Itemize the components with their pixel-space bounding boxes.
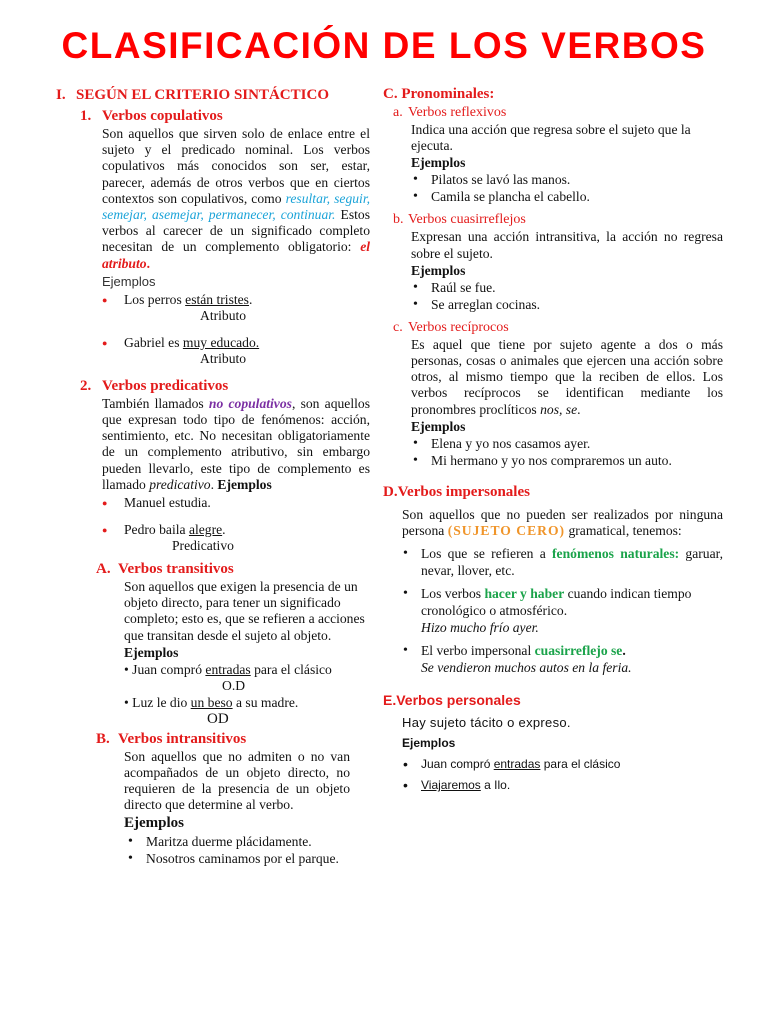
list-item: • Pilatos se lavó las manos.	[431, 171, 723, 188]
heading-impersonales: D.Verbos impersonales	[383, 483, 530, 500]
list-item: • Mi hermano y yo nos compraremos un auto.	[431, 452, 723, 469]
reflexivos-text: Indica una acción que regresa sobre el sujeto que la ejecuta.	[411, 122, 691, 154]
list-item: • Los verbos hacer y haber cuando indican tiempo cronológico o atmosférico. Hizo mucho frío ayer.	[421, 585, 723, 636]
transitivos-ejemplos-label: Ejemplos	[124, 644, 179, 660]
reciprocos-text: Es aquel que tiene por sujeto agente a dos o más personas, cosas o animales que ejercen una acción sobre otros, al mismo tiempo que la reciben de ellos. Los verbos recíprocos se identifican mediante los pronombres proclíticos nos, se.	[411, 336, 723, 417]
reciprocos-ejemplos-label: Ejemplos	[411, 418, 466, 434]
heading-pronominales: C. Pronominales:	[383, 86, 495, 102]
heading-reflexivos: a. Verbos reflexivos	[393, 105, 507, 120]
cuasirreflejos-text: Expresan una acción intransitiva, la acción no regresa sobre el sujeto.	[411, 229, 723, 261]
list-item: • Se arreglan cocinas.	[431, 296, 723, 313]
page-title: CLASIFICACIÓN DE LOS VERBOS	[61, 25, 707, 66]
heading-cuasirreflejos: b. Verbos cuasirreflejos	[393, 212, 526, 228]
transitivos-example-2: • Luz le dio un beso a su madre.	[124, 694, 299, 710]
heading-intransitivos: B. Verbos intransitivos	[96, 730, 247, 747]
transitivos-text: Son aquellos que exigen la presencia de un objeto directo, para tener un significado completo; esto es, que se refieren a acciones que transitan desde el sujeto al objeto.	[124, 579, 365, 643]
personales-text: Hay sujeto tácito o expreso.	[402, 715, 571, 731]
list-item: • Raúl se fue.	[431, 279, 723, 296]
list-item: • Camila se plancha el cabello.	[431, 188, 723, 205]
list-item: ● Los perros están tristes.	[124, 291, 370, 308]
heading-predicativos: 2. Verbos predicativos	[80, 377, 229, 394]
reflexivos-ejemplos-label: Ejemplos	[411, 155, 466, 171]
list-item: • Juan compró entradas para el clásico	[421, 754, 723, 775]
list-item: • Viajaremos a Ilo.	[421, 775, 723, 796]
left-column	[50, 80, 370, 867]
transitivos-example-1: • Juan compró entradas para el clásico	[124, 661, 332, 677]
od-label: OD	[207, 710, 229, 727]
section-heading-sintactico: I. SEGÚN EL CRITERIO SINTÁCTICO	[56, 87, 329, 103]
predicativos-text: También llamados no copulativos, son aquellos que expresan todo tipo de fenómenos: acción, sentimiento, etc. No necesitan obligatoriamente de un complemento atributivo, sin embargo pueden llevarlo, este tipo de complemento es llamado predicativo. Ejemplos	[102, 395, 370, 492]
list-item: ● Manuel estudia.	[124, 494, 370, 511]
intransitivos-ejemplos-label: Ejemplos	[124, 814, 184, 831]
heading-reciprocos: c. Verbos recíprocos	[393, 319, 509, 335]
impersonales-text: Son aquellos que no pueden ser realizados por ninguna persona (SUJETO CERO) gramatical, tenemos:	[402, 506, 723, 539]
list-item: • Maritza duerme plácidamente.	[146, 833, 370, 850]
right-column	[383, 80, 723, 796]
intransitivos-text: Son aquellos que no admiten o no van acompañados de un objeto directo, no requieren de la presencia de un objeto directo que determine al verbo.	[124, 748, 350, 813]
list-item: • Elena y yo nos casamos ayer.	[431, 435, 723, 452]
list-item: • Los que se refieren a fenómenos naturales: garuar, nevar, llover, etc.	[421, 545, 723, 579]
heading-personales: E.Verbos personales	[383, 692, 521, 709]
heading-copulativos: 1. Verbos copulativos	[80, 108, 223, 124]
list-item: ● Gabriel es muy educado.	[124, 334, 370, 351]
list-item: • Nosotros caminamos por el parque.	[146, 850, 370, 867]
copulativos-text: Son aquellos que sirven solo de enlace entre el sujeto y el predicado nominal. Los verbos copulativos más conocidos son ser, estar, parecer, además de otros verbos que en ciertos contextos son copulativos, como resultar, seguir, semejar, asemejar, permanecer, continuar. Estos verbos al carecer de un significado completo necesitan de un complemento obligatorio: el atributo.	[102, 126, 371, 271]
personales-ejemplos-label: Ejemplos	[402, 736, 456, 751]
copulativos-ejemplos-label: Ejemplos	[102, 273, 156, 289]
atributo-label: Atributo	[200, 307, 247, 323]
heading-transitivos: A. Verbos transitivos	[96, 561, 234, 578]
od-label: O.D	[222, 677, 246, 693]
cuasirreflejos-ejemplos-label: Ejemplos	[411, 262, 466, 278]
list-item: ● Pedro baila alegre.	[124, 521, 370, 538]
atributo-label: Atributo	[200, 350, 247, 366]
copulativos-examples	[124, 291, 370, 308]
list-item: • El verbo impersonal cuasirreflejo se. Se vendieron muchos autos en la feria.	[421, 642, 723, 676]
predicativo-label: Predicativo	[172, 538, 234, 554]
